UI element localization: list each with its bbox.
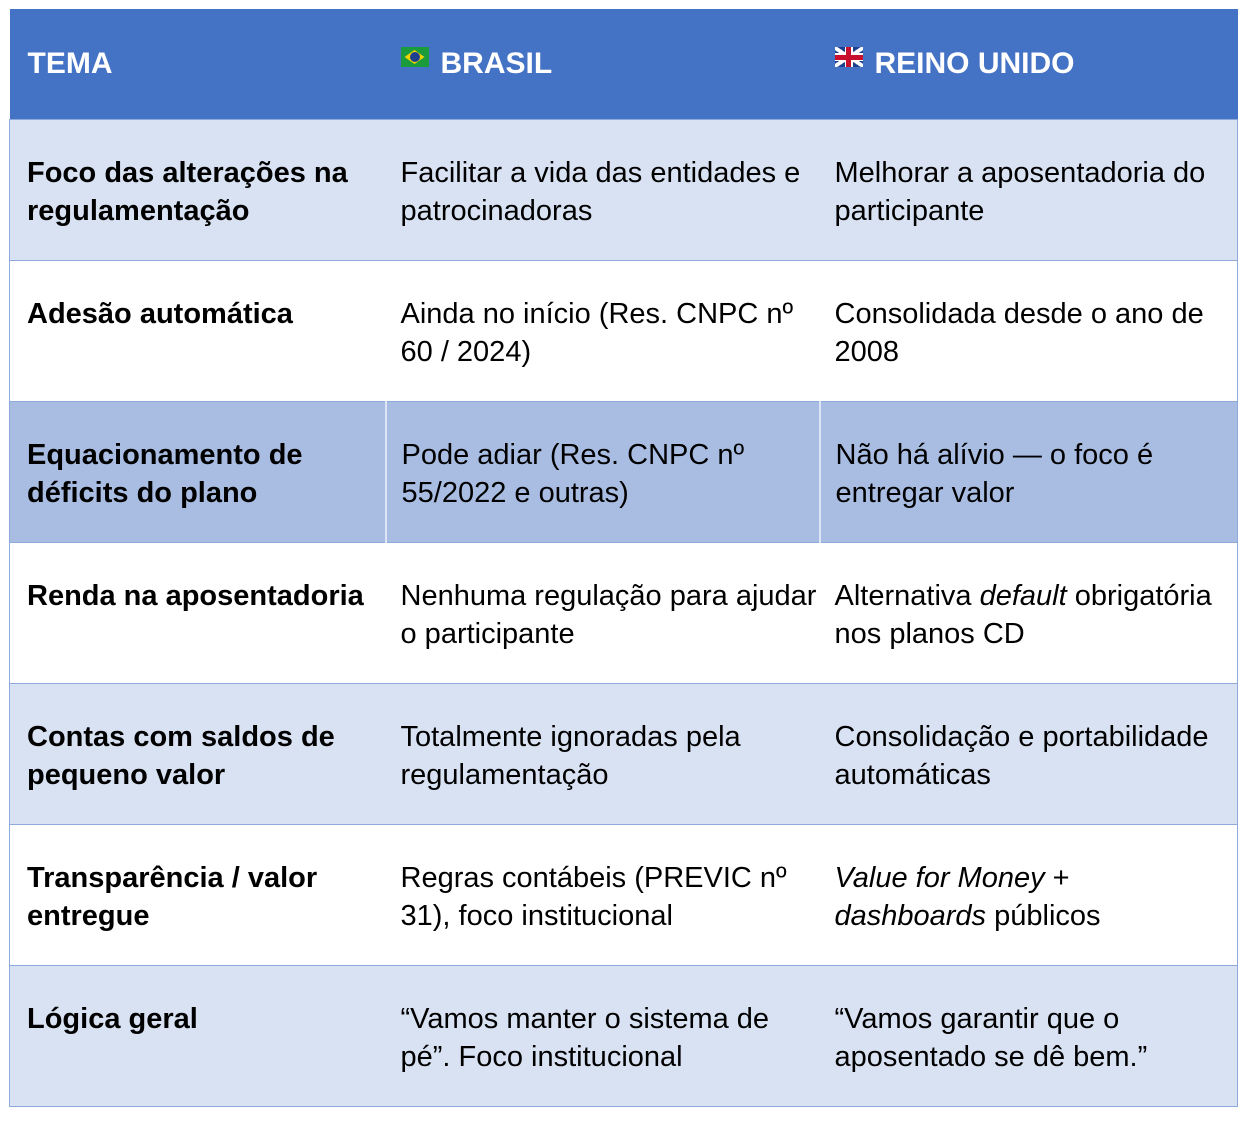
table-row <box>10 966 1238 1107</box>
cell-brasil: “Vamos manter o sistema de pé”. Foco institucional <box>386 966 820 1107</box>
cell-uk[interactable]: Não há alívio — o foco é entregar valor <box>820 402 1238 543</box>
cell-uk: Consolidação e portabilidade automáticas <box>820 684 1238 825</box>
cell-tema: Foco das alterações na regulamentação <box>10 120 386 261</box>
cell-tema: Transparência / valor entregue <box>10 825 386 966</box>
header-row <box>10 9 1238 120</box>
cell-brasil[interactable]: Pode adiar (Res. CNPC nº 55/2022 e outras) <box>386 402 820 543</box>
table-row <box>10 825 1238 966</box>
comparison-table <box>9 9 1238 1107</box>
header-tema: TEMA <box>10 9 386 120</box>
header-reino-unido: REINO UNIDO <box>820 9 1238 120</box>
cell-brasil: Nenhuma regulação para ajudar o participante <box>386 543 820 684</box>
cell-uk: Value for Money + dashboards públicos <box>820 825 1238 966</box>
cell-uk: Consolidada desde o ano de 2008 <box>820 261 1238 402</box>
cell-brasil: Totalmente ignoradas pela regulamentação <box>386 684 820 825</box>
cell-tema[interactable]: Equacionamento de déficits do plano <box>10 402 386 543</box>
cell-tema: Contas com saldos de pequeno valor <box>10 684 386 825</box>
cell-brasil: Ainda no início (Res. CNPC nº 60 / 2024) <box>386 261 820 402</box>
brazil-flag-icon <box>401 47 429 67</box>
cell-tema: Lógica geral <box>10 966 386 1107</box>
cell-uk: Alternativa default obrigatória nos planos CD <box>820 543 1238 684</box>
cell-tema: Renda na aposentadoria <box>10 543 386 684</box>
cell-uk: Melhorar a aposentadoria do participante <box>820 120 1238 261</box>
cell-brasil: Facilitar a vida das entidades e patrocinadoras <box>386 120 820 261</box>
table-row-selected[interactable] <box>10 402 1238 543</box>
cell-tema: Adesão automática <box>10 261 386 402</box>
table-row <box>10 543 1238 684</box>
table-row <box>10 120 1238 261</box>
cell-brasil: Regras contábeis (PREVIC nº 31), foco institucional <box>386 825 820 966</box>
uk-flag-icon <box>835 47 863 67</box>
cell-uk: “Vamos garantir que o aposentado se dê bem.” <box>820 966 1238 1107</box>
header-brasil: BRASIL <box>386 9 820 120</box>
table-row <box>10 261 1238 402</box>
table-row <box>10 684 1238 825</box>
